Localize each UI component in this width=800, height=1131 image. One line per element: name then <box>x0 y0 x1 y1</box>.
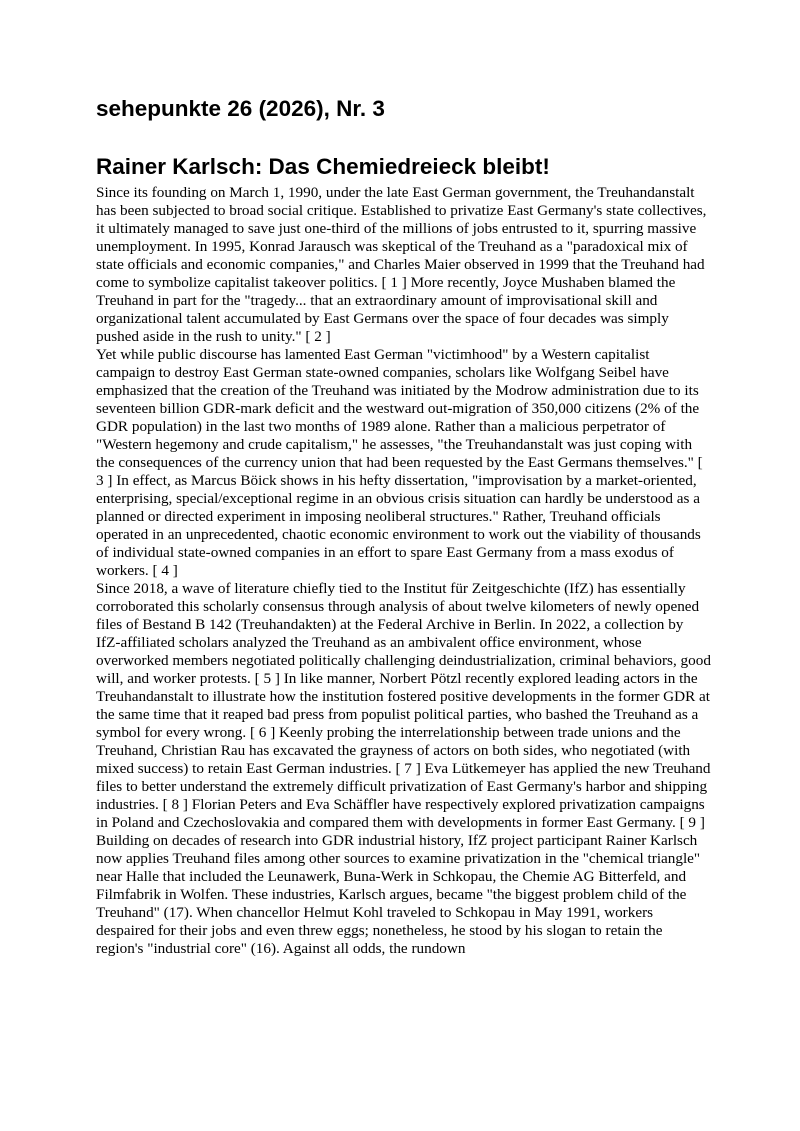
journal-title: sehepunkte 26 (2026), Nr. 3 <box>96 96 385 121</box>
paragraph: Building on decades of research into GDR industrial history, IfZ project participant Rainer Karlsch now applies Treuhand files among other sources to examine privatization in the "chemical triangle" near Halle that included the Leunawerk, Buna-Werk in Schkopau, the Chemie AG Bitterfeld, and Filmfabrik in Wolfen. These industries, Karlsch argues, became "the biggest problem child of the Treuhand" (17). When chancellor Helmut Kohl traveled to Schkopau in May 1991, workers despaired for their jobs and even threw eggs; nonetheless, he stood by his slogan to retain the region's "industrial core" (16). Against all odds, the rundown <box>96 832 701 957</box>
paragraph: Since 2018, a wave of literature chiefly tied to the Institut für Zeitgeschichte (IfZ) has essentially corroborated this scholarly consensus through analysis of about twelve kilometers of newly opened files of Bestand B 142 (Treuhandakten) at the Federal Archive in Berlin. In 2022, a collection by IfZ-affiliated scholars analyzed the Treuhand as an ambivalent office environment, whose overworked members negotiated politically challenging deindustrialization, criminal behaviors, good will, and worker protests. [ 5 ] In like manner, Norbert Pötzl recently explored leading actors in the Treuhandanstalt to illustrate how the institution fostered positive developments in the former GDR at the same time that it reaped bad press from populist political parties, who bashed the Treuhand as a symbol for every wrong. [ 6 ] Keenly probing the interrelationship between trade unions and the Treuhand, Christian Rau has excavated the grayness of actors on both sides, who negotiated (with mixed success) to retain East German industries. [ 7 ] Eva Lütkemeyer has applied the new Treuhand files to better understand the extremely difficult privatization of East Germany's harbor and shipping industries. [ 8 ] Florian Peters and Eva Schäffler have respectively explored privatization campaigns in Poland and Czechoslovakia and compared them with developments in former East Germany. [ 9 ] <box>96 580 711 831</box>
article-body <box>96 184 711 958</box>
document-page <box>96 94 711 958</box>
article-title: Rainer Karlsch: Das Chemiedreieck bleibt! <box>96 154 550 179</box>
paragraph: Yet while public discourse has lamented East German "victimhood" by a Western capitalist campaign to destroy East German state-owned companies, scholars like Wolfgang Seibel have emphasized that the creation of the Treuhand was initiated by the Modrow administration due to its seventeen billion GDR-mark deficit and the westward out-migration of 350,000 citizens (2% of the GDR population) in the last two months of 1989 alone. Rather than a malicious perpetrator of "Western hegemony and crude capitalism," he assesses, "the Treuhandanstalt was just coping with the consequences of the currency union that had been requested by the East Germans themselves." [ 3 ] In effect, as Marcus Böick shows in his hefty dissertation, "improvisation by a market-oriented, enterprising, special/exceptional regime in an obvious crisis situation can hardly be understood as a planned or directed experiment in imposing neoliberal structures." Rather, Treuhand officials operated in an unprecedented, chaotic economic environment to work out the viability of thousands of individual state-owned companies in an effort to spare East Germany from a mass exodus of workers. [ 4 ] <box>96 346 703 579</box>
paragraph: Since its founding on March 1, 1990, under the late East German government, the Treuhandanstalt has been subjected to broad social critique. Established to privatize East Germany's state collectives, it ultimately managed to save just one-third of the millions of jobs entrusted to it, spurring massive unemployment. In 1995, Konrad Jarausch was skeptical of the Treuhand as a "paradoxical mix of state officials and economic companies," and Charles Maier observed in 1999 that the Treuhand had come to symbolize capitalist takeover politics. [ 1 ] More recently, Joyce Mushaben blamed the Treuhand in part for the "tragedy... that an extraordinary amount of improvisational skill and organizational talent accumulated by East Germans over the space of four decades was simply pushed aside in the rush to unity." [ 2 ] <box>96 184 707 345</box>
